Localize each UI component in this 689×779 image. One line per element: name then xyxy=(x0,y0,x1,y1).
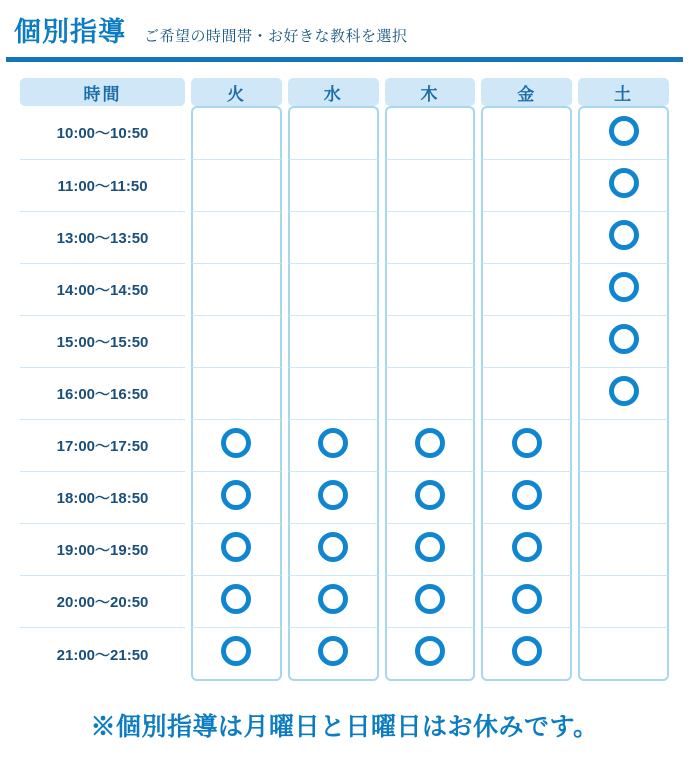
available-circle-icon xyxy=(609,324,639,354)
column-header-day-sat: 土 xyxy=(578,78,669,106)
schedule-table-body xyxy=(20,106,669,681)
table-row xyxy=(20,524,669,576)
available-circle-icon xyxy=(609,116,639,146)
slot-cell[interactable] xyxy=(578,106,669,160)
available-circle-icon xyxy=(609,168,639,198)
schedule-table-head xyxy=(20,78,669,106)
slot-cell[interactable] xyxy=(578,628,669,681)
available-circle-icon xyxy=(415,584,445,614)
available-circle-icon xyxy=(512,428,542,458)
slot-cell[interactable] xyxy=(191,420,282,472)
slot-cell[interactable] xyxy=(288,264,379,316)
slot-cell[interactable] xyxy=(481,576,572,628)
slot-cell[interactable] xyxy=(191,106,282,160)
table-row xyxy=(20,160,669,212)
slot-cell[interactable] xyxy=(481,212,572,264)
available-circle-icon xyxy=(318,480,348,510)
available-circle-icon xyxy=(609,220,639,250)
table-row xyxy=(20,368,669,420)
slot-cell[interactable] xyxy=(481,628,572,681)
slot-cell[interactable] xyxy=(481,472,572,524)
slot-cell[interactable] xyxy=(578,316,669,368)
time-label: 16:00〜16:50 xyxy=(20,368,185,420)
available-circle-icon xyxy=(221,532,251,562)
slot-cell[interactable] xyxy=(578,420,669,472)
slot-cell[interactable] xyxy=(191,472,282,524)
slot-cell[interactable] xyxy=(578,576,669,628)
slot-cell[interactable] xyxy=(191,628,282,681)
slot-cell[interactable] xyxy=(191,160,282,212)
available-circle-icon xyxy=(512,636,542,666)
slot-cell[interactable] xyxy=(191,524,282,576)
slot-cell[interactable] xyxy=(578,524,669,576)
slot-cell[interactable] xyxy=(481,264,572,316)
time-label: 19:00〜19:50 xyxy=(20,524,185,576)
column-header-time: 時間 xyxy=(20,78,185,106)
slot-cell[interactable] xyxy=(578,212,669,264)
slot-cell[interactable] xyxy=(578,160,669,212)
slot-cell[interactable] xyxy=(385,160,476,212)
table-row xyxy=(20,316,669,368)
time-label: 11:00〜11:50 xyxy=(20,160,185,212)
page-subtitle: ご希望の時間帯・お好きな教科を選択 xyxy=(144,28,408,45)
available-circle-icon xyxy=(221,636,251,666)
slot-cell[interactable] xyxy=(288,106,379,160)
slot-cell[interactable] xyxy=(481,316,572,368)
table-row xyxy=(20,420,669,472)
slot-cell[interactable] xyxy=(481,106,572,160)
available-circle-icon xyxy=(415,428,445,458)
schedule-table xyxy=(14,78,675,681)
slot-cell[interactable] xyxy=(385,316,476,368)
slot-cell[interactable] xyxy=(385,212,476,264)
slot-cell[interactable] xyxy=(385,264,476,316)
available-circle-icon xyxy=(512,532,542,562)
table-row xyxy=(20,212,669,264)
slot-cell[interactable] xyxy=(288,316,379,368)
available-circle-icon xyxy=(221,480,251,510)
available-circle-icon xyxy=(318,636,348,666)
slot-cell[interactable] xyxy=(481,420,572,472)
available-circle-icon xyxy=(221,584,251,614)
slot-cell[interactable] xyxy=(578,264,669,316)
slot-cell[interactable] xyxy=(481,368,572,420)
slot-cell[interactable] xyxy=(191,212,282,264)
column-header-day-thu: 木 xyxy=(385,78,476,106)
slot-cell[interactable] xyxy=(191,264,282,316)
slot-cell[interactable] xyxy=(288,524,379,576)
slot-cell[interactable] xyxy=(385,472,476,524)
slot-cell[interactable] xyxy=(385,524,476,576)
available-circle-icon xyxy=(318,428,348,458)
page-title: 個別指導 xyxy=(14,17,126,47)
slot-cell[interactable] xyxy=(288,212,379,264)
column-header-day-wed: 水 xyxy=(288,78,379,106)
available-circle-icon xyxy=(318,532,348,562)
time-label: 10:00〜10:50 xyxy=(20,106,185,160)
table-header-row xyxy=(20,78,669,106)
page-header xyxy=(0,0,689,55)
available-circle-icon xyxy=(221,428,251,458)
slot-cell[interactable] xyxy=(385,420,476,472)
available-circle-icon xyxy=(609,272,639,302)
time-label: 20:00〜20:50 xyxy=(20,576,185,628)
slot-cell[interactable] xyxy=(288,160,379,212)
slot-cell[interactable] xyxy=(481,160,572,212)
table-row xyxy=(20,264,669,316)
slot-cell[interactable] xyxy=(288,472,379,524)
slot-cell[interactable] xyxy=(288,576,379,628)
column-header-day-fri: 金 xyxy=(481,78,572,106)
available-circle-icon xyxy=(415,480,445,510)
slot-cell[interactable] xyxy=(191,576,282,628)
schedule-table-wrap xyxy=(0,62,689,681)
slot-cell[interactable] xyxy=(578,472,669,524)
table-row xyxy=(20,472,669,524)
table-row xyxy=(20,628,669,681)
slot-cell[interactable] xyxy=(191,316,282,368)
table-row xyxy=(20,106,669,160)
slot-cell[interactable] xyxy=(191,368,282,420)
slot-cell[interactable] xyxy=(578,368,669,420)
slot-cell[interactable] xyxy=(385,576,476,628)
available-circle-icon xyxy=(415,636,445,666)
slot-cell[interactable] xyxy=(481,524,572,576)
available-circle-icon xyxy=(512,584,542,614)
time-label: 14:00〜14:50 xyxy=(20,264,185,316)
table-row xyxy=(20,576,669,628)
slot-cell[interactable] xyxy=(288,420,379,472)
available-circle-icon xyxy=(318,584,348,614)
slot-cell[interactable] xyxy=(385,106,476,160)
time-label: 13:00〜13:50 xyxy=(20,212,185,264)
available-circle-icon xyxy=(609,376,639,406)
column-header-day-tue: 火 xyxy=(191,78,282,106)
slot-cell[interactable] xyxy=(385,368,476,420)
time-label: 18:00〜18:50 xyxy=(20,472,185,524)
time-label: 15:00〜15:50 xyxy=(20,316,185,368)
slot-cell[interactable] xyxy=(288,368,379,420)
slot-cell[interactable] xyxy=(288,628,379,681)
time-label: 17:00〜17:50 xyxy=(20,420,185,472)
available-circle-icon xyxy=(512,480,542,510)
available-circle-icon xyxy=(415,532,445,562)
closed-days-note: ※個別指導は月曜日と日曜日はお休みです。 xyxy=(90,713,599,741)
slot-cell[interactable] xyxy=(385,628,476,681)
time-label: 21:00〜21:50 xyxy=(56,647,149,664)
